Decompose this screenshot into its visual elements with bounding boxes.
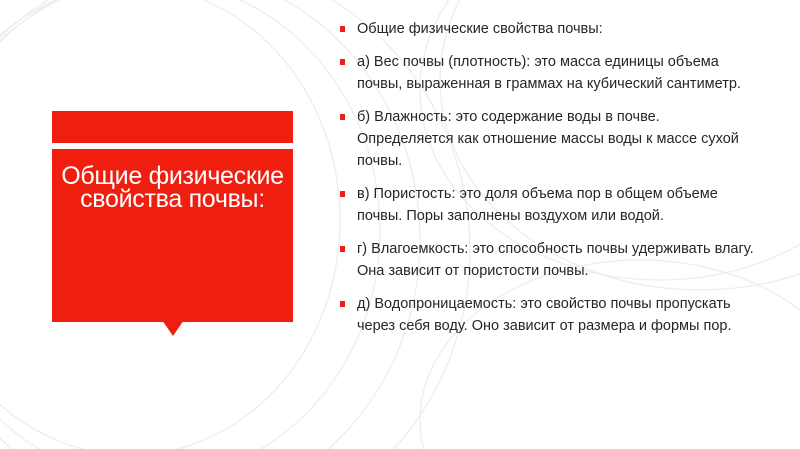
bullet-marker-icon xyxy=(340,246,345,252)
bullet-text: в) Пористость: это доля объема пор в общем объеме почвы. Поры заполнены воздухом или водой. xyxy=(357,186,718,224)
bullet-marker-icon xyxy=(340,59,345,65)
bullet-text: б) Влажность: это содержание воды в почве. Определяется как отношение массы воды к массе сухой почвы. xyxy=(357,109,739,169)
bullet-text: г) Влагоемкость: это способность почвы удерживать влагу. Она зависит от пористости почвы. xyxy=(357,241,754,279)
bullet-text: д) Водопроницаемость: это свойство почвы пропускать через себя воду. Оно зависит от размера и формы пор. xyxy=(357,296,732,334)
bullet-text: а) Вес почвы (плотность): это масса единицы объема почвы, выраженная в граммах на кубический сантиметр. xyxy=(357,54,741,92)
bullet-marker-icon xyxy=(340,191,345,197)
bullet-item xyxy=(340,293,760,337)
bullet-marker-icon xyxy=(340,301,345,307)
bullet-text: Общие физические свойства почвы: xyxy=(357,21,603,37)
title-accent-strip xyxy=(52,111,293,143)
bullet-list xyxy=(340,18,760,348)
bullet-item xyxy=(340,183,760,227)
bullet-item xyxy=(340,18,760,40)
bullet-marker-icon xyxy=(340,26,345,32)
bullet-item xyxy=(340,238,760,282)
title-box-pointer xyxy=(162,320,184,336)
slide-title: Общие физические свойства почвы: xyxy=(61,162,284,213)
bullet-item xyxy=(340,51,760,95)
bullet-marker-icon xyxy=(340,114,345,120)
bullet-item xyxy=(340,106,760,172)
